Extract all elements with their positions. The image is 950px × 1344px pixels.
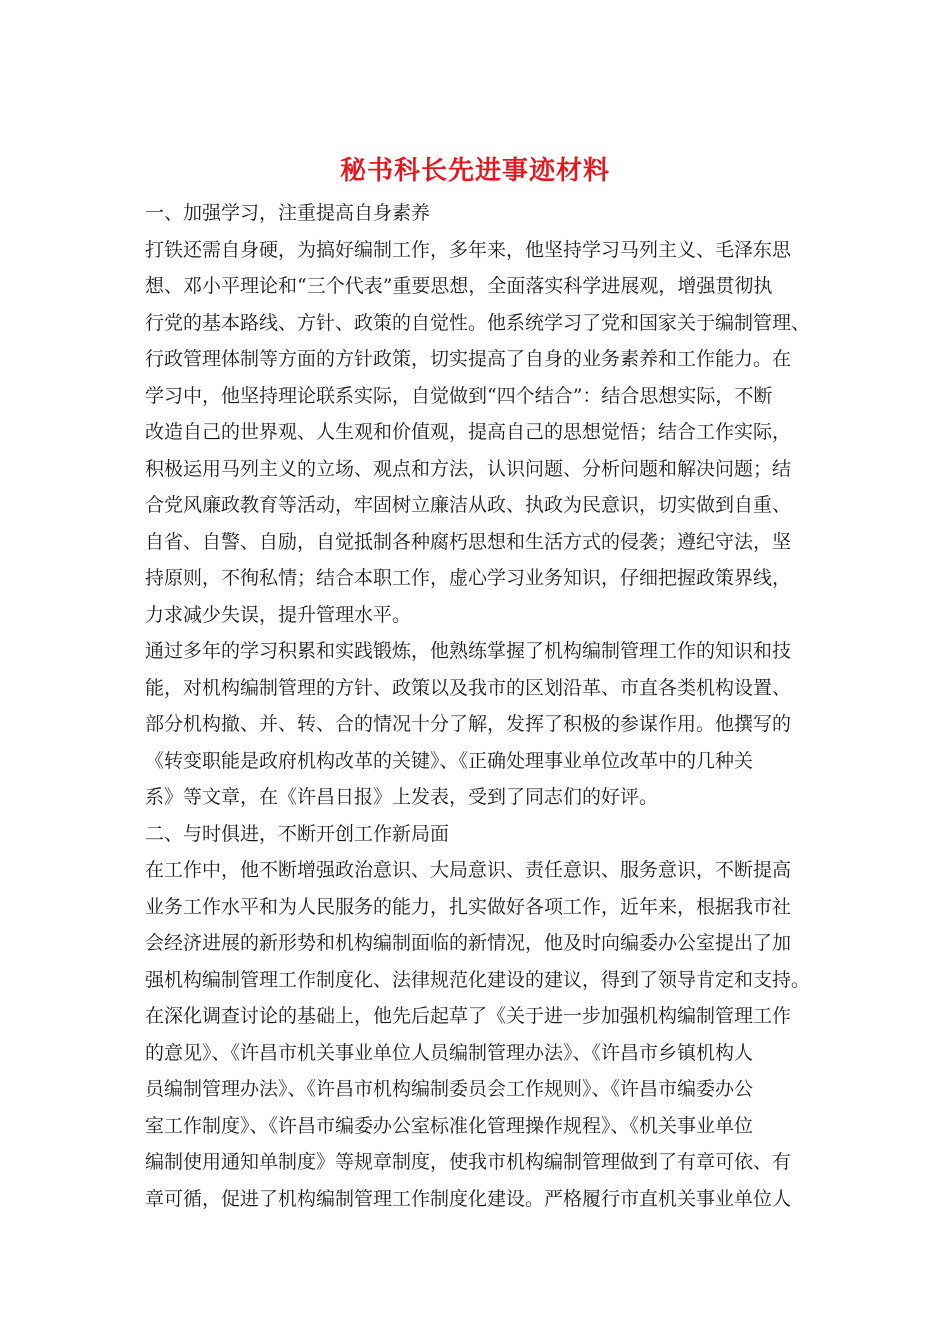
text-line: 想、邓小平理论和“三个代表”重要思想，全面落实科学进展观，增强贯彻执 <box>145 275 773 297</box>
text-line: 室工作制度》、《许昌市编委办公室标准化管理操作规程》、《机关事业单位 <box>145 1114 754 1137</box>
text-line: 改造自己的世界观、人生观和价值观，提高自己的思想觉悟；结合工作实际， <box>145 421 792 443</box>
text-line: 行政管理体制等方面的方针政策，切实提高了自身的业务素养和工作能力。在 <box>145 348 792 370</box>
text-line: 《转变职能是政府机构改革的关键》、《正确处理事业单位改革中的几种关 <box>145 749 754 772</box>
text-line: 的意见》、《许昌市机关事业单位人员编制管理办法》、《许昌市乡镇机构人 <box>145 1041 754 1064</box>
text-line: 在深化调查讨论的基础上，他先后起草了《关于进一步加强机构编制管理工作 <box>145 1005 792 1027</box>
text-line: 部分机构撤、并、转、合的情况十分了解，发挥了积极的参谋作用。他撰写的 <box>145 713 792 735</box>
document-title: 秘书科长先进事迹材料 <box>339 156 610 186</box>
text-line: 强机构编制管理工作制度化、法律规范化建设的建议，得到了领导肯定和支持。 <box>145 968 810 991</box>
text-line: 在工作中，他不断增强政治意识、大局意识、责任意识、服务意识，不断提高 <box>145 859 792 881</box>
text-line: 通过多年的学习积累和实践锻炼，他熟练掌握了机构编制管理工作的知识和技 <box>145 640 792 662</box>
text-line: 力求减少失误，提升管理水平。 <box>145 603 412 626</box>
text-line: 积极运用马列主义的立场、观点和方法，认识问题、分析问题和解决问题；结 <box>145 457 792 480</box>
text-line: 章可循，促进了机构编制管理工作制度化建设。严格履行市直机关事业单位人 <box>145 1187 792 1210</box>
text-line: 能，对机构编制管理的方针、政策以及我市的区划沿革、市直各类机构设置、 <box>145 676 792 699</box>
text-line: 二、与时俱进，不断开创工作新局面 <box>145 822 450 845</box>
text-line: 合党风廉政教育等活动，牢固树立廉洁从政、执政为民意识，切实做到自重、 <box>145 494 792 516</box>
text-line: 行党的基本路线、方针、政策的自觉性。他系统学习了党和国家关于编制管理、 <box>145 311 810 334</box>
text-line: 编制使用通知单制度》等规章制度，使我市机构编制管理做到了有章可依、有 <box>145 1151 792 1173</box>
text-line: 业务工作水平和为人民服务的能力，扎实做好各项工作，近年来，根据我市社 <box>145 895 792 918</box>
text-line: 学习中，他坚持理论联系实际，自觉做到“四个结合”：结合思想实际，不断 <box>145 384 773 407</box>
text-line: 员编制管理办法》、《许昌市机构编制委员会工作规则》、《许昌市编委办公 <box>145 1078 754 1100</box>
document-body <box>145 195 810 1217</box>
text-line: 系》等文章，在《许昌日报》上发表，受到了同志们的好评。 <box>145 786 659 808</box>
text-line: 打铁还需自身硬，为搞好编制工作，多年来，他坚持学习马列主义、毛泽东思 <box>145 238 792 261</box>
text-line: 一、加强学习，注重提高自身素养 <box>145 202 431 224</box>
text-line: 自省、自警、自励，自觉抵制各种腐朽思想和生活方式的侵袭；遵纪守法，坚 <box>145 530 792 553</box>
text-line: 会经济进展的新形势和机构编制面临的新情况，他及时向编委办公室提出了加 <box>145 932 792 954</box>
text-line: 持原则，不徇私情；结合本职工作，虚心学习业务知识，仔细把握政策界线， <box>145 567 792 589</box>
